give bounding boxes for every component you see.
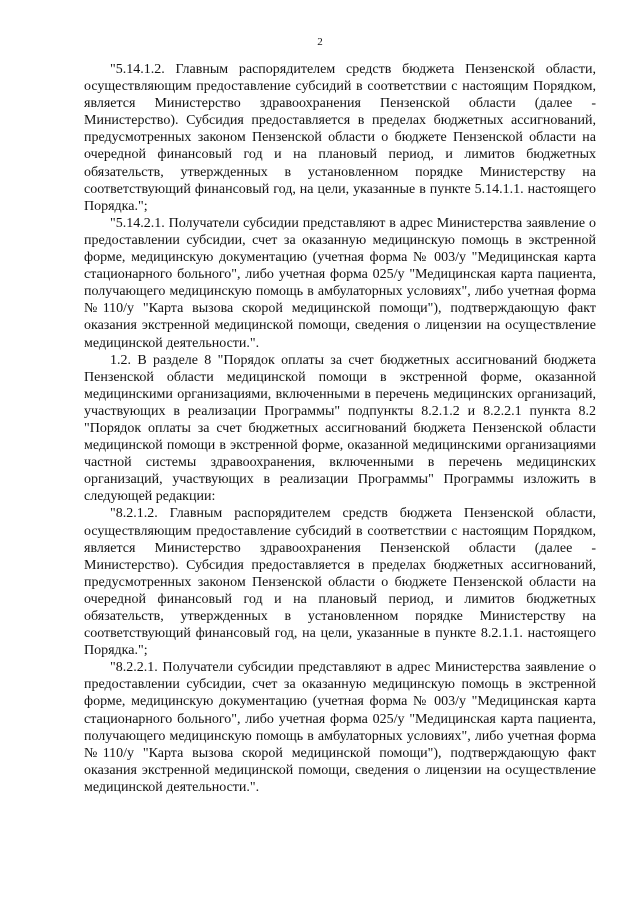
page-number: 2 [317,36,323,48]
paragraph-5-14-2-1: "5.14.2.1. Получатели субсидии представляют в адрес Министерства заявление о предоставлении субсидии, счет за оказанную медицинскую помощь в экстренной форме, медицинскую документацию (учетная форма № 003/у "Медицинская карта стационарного больного", либо учетная форма 025/у "Медицинская карта пациента, получающего медицинскую помощь в амбулаторных условиях", либо учетная форма №110/у "Карта вызова скорой медицинской помощи"), подтверждающую факт оказания экстренной медицинской помощи, сведения о лицензии на осуществление медицинской деятельности.". [84,215,596,351]
paragraph-1-2: 1.2. В разделе 8 "Порядок оплаты за счет бюджетных ассигнований бюджета Пензенской области медицинской помощи в экстренной форме, оказанной медицинскими организациями, включенными в перечень медицинских организаций, участвующих в реализации Программы" подпункты 8.2.1.2 и 8.2.2.1 пункта 8.2 "Порядок оплаты за счет бюджетных ассигнований бюджета Пензенской области медицинской помощи в экстренной форме, оказанной медицинскими организациями частной системы здравоохранения, включенными в перечень медицинских организаций, участвующих в реализации Программы" Программы изложить в следующей редакции: [84,352,596,505]
paragraph-5-14-1-2: "5.14.1.2. Главным распорядителем средств бюджета Пензенской области, осуществляющим предоставление субсидий в соответствии с настоящим Порядком, является Министерство здравоохранения Пензенской области (далее - Министерство). Субсидия предоставляется в пределах бюджетных ассигнований, предусмотренных законом Пензенской области о бюджете Пензенской области на очередной финансовый год и на плановый период, и лимитов бюджетных обязательств, утвержденных в установленном порядке Министерству на соответствующий финансовый год, на цели, указанные в пункте 5.14.1.1. настоящего Порядка."; [84,62,596,214]
document-body [84,61,596,796]
paragraph-8-2-1-2: "8.2.1.2. Главным распорядителем средств бюджета Пензенской области, осуществляющим предоставление субсидий в соответствии с настоящим Порядком, является Министерство здравоохранения Пензенской области (далее - Министерство). Субсидия предоставляется в пределах бюджетных ассигнований, предусмотренных законом Пензенской области о бюджете Пензенской области на очередной финансовый год и на плановый период, и лимитов бюджетных обязательств, утвержденных в установленном порядке Министерству на соответствующий финансовый год, на цели, указанные в пункте 8.2.1.1. настоящего Порядка."; [84,506,596,659]
paragraph-8-2-2-1: "8.2.2.1. Получатели субсидии представляют в адрес Министерства заявление о предоставлении субсидии, счет за оказанную медицинскую помощь в экстренной форме, медицинскую документацию (учетная форма № 003/у "Медицинская карта стационарного больного", либо учетная форма 025/у "Медицинская карта пациента, получающего медицинскую помощь в амбулаторных условиях", либо учетная форма №110/у "Карта вызова скорой медицинской помощи"), подтверждающую факт оказания экстренной медицинской помощи, сведения о лицензии на осуществление медицинской деятельности.". [84,660,596,795]
